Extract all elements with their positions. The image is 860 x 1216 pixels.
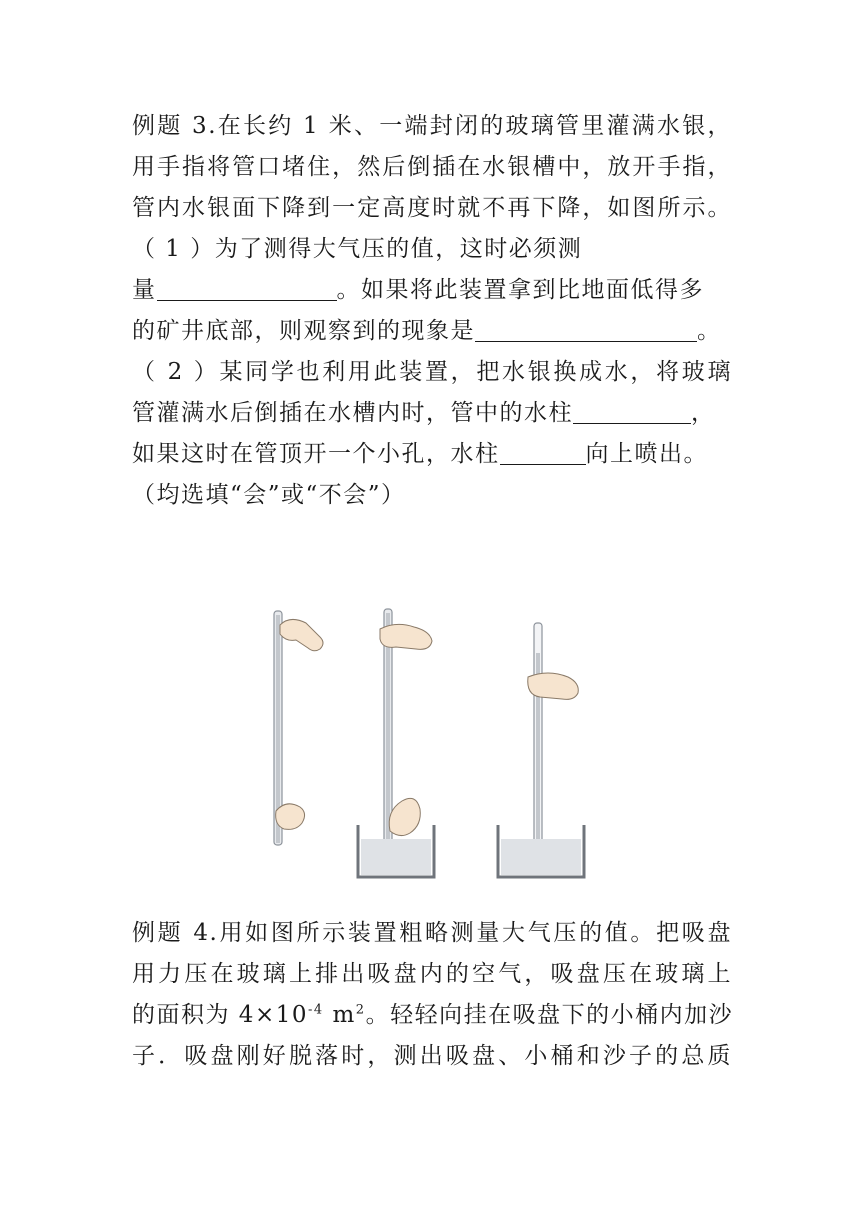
answer-blank-3[interactable] [573,397,691,424]
torricelli-experiment-figure [262,603,594,881]
example-3-question-2: （ 2 ）某同学也利用此装置，把水银换成水，将玻璃 [132,359,732,385]
text-segment: 向上喷出。 [585,441,708,467]
example-4 [132,913,732,1077]
step-1-filled-tube [274,611,323,845]
text-segment: ， [691,400,716,426]
example-3 [132,106,732,516]
text-segment: 管灌满水后倒插在水槽内时，管中的水柱 [132,400,573,426]
step-3-mercury-column [498,623,584,877]
example-3-line-2: 用手指将管口堵住，然后倒插在水银槽中，放开手指， [132,154,732,180]
example-3-line-1: 例题 3.在长约 1 米、一端封闭的玻璃管里灌满水银， [132,113,732,139]
example-3-note: （均选填“会”或“不会”） [132,482,406,508]
text-segment: 的面积为 4×10 [132,1002,308,1028]
example-3-line-3: 管内水银面下降到一定高度时就不再下降，如图所示。 [132,195,732,221]
exponent: 2 [355,1002,366,1018]
answer-blank-1[interactable] [157,274,337,301]
example-3-line-8 [132,393,732,434]
answer-blank-2[interactable] [475,315,697,342]
step-2-inverting-tube [358,609,434,877]
example-4-line-3 [132,995,732,1036]
example-3-question-1: （ 1 ）为了测得大气压的值，这时必须测 [132,236,583,262]
text-segment: 如果这时在管顶开一个小孔，水柱 [132,441,500,467]
exponent: -4 [307,1002,324,1018]
unit: m [323,1002,356,1028]
text-segment: 。如果将此装置拿到比地面低得多 [336,277,704,303]
example-4-line-1: 例题 4.用如图所示装置粗略测量大气压的值。把吸盘 [132,920,732,946]
example-3-line-5 [132,270,732,311]
text-segment: 。 [697,318,722,344]
example-4-line-4: 子．吸盘刚好脱落时，测出吸盘、小桶和沙子的总质 [132,1043,732,1069]
example-3-line-6 [132,311,732,352]
text-segment: 的矿井底部，则观察到的现象是 [132,318,475,344]
answer-blank-4[interactable] [500,438,586,465]
example-4-line-2: 用力压在玻璃上排出吸盘内的空气，吸盘压在玻璃上 [132,961,732,987]
example-3-line-9 [132,434,732,475]
text-segment: 。轻轻向挂在吸盘下的小桶内加沙 [365,1002,734,1028]
text-segment: 量 [132,277,157,303]
